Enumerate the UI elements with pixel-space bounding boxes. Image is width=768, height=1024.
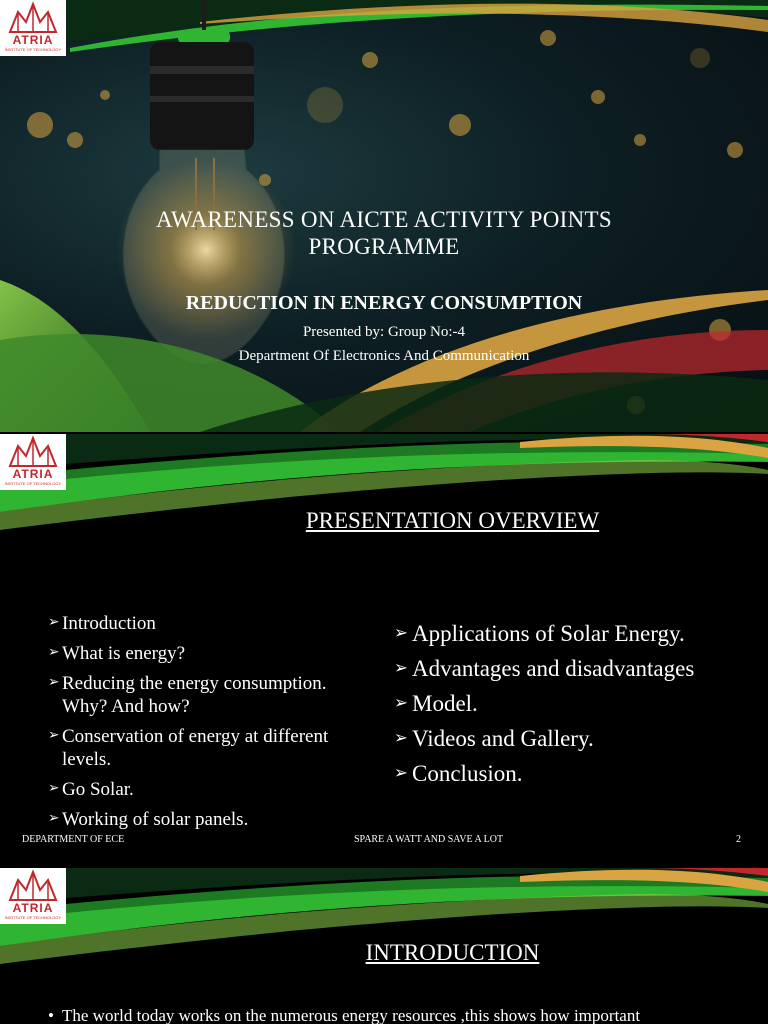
list-item: ➢ Applications of Solar Energy. — [394, 620, 754, 647]
presenter-line: Presented by: Group No:-4 — [302, 324, 466, 340]
logo-text: ATRIA — [12, 467, 54, 481]
list-item: ➢ Introduction — [48, 612, 370, 635]
logo-subtext: INSTITUTE OF TECHNOLOGY — [4, 47, 62, 52]
atria-logo — [0, 0, 66, 56]
introduction-heading: INTRODUCTION — [365, 940, 540, 965]
logo-subtext: INSTITUTE OF TECHNOLOGY — [4, 915, 62, 920]
overview-right-list — [394, 620, 754, 795]
logo-building-icon — [0, 868, 66, 902]
atria-logo — [0, 434, 66, 490]
footer-department: DEPARTMENT OF ECE — [22, 834, 125, 845]
overview-left-list — [48, 612, 370, 838]
list-item: ➢ Model. — [394, 690, 754, 717]
list-item: ➢ Reducing the energy consumption. Why? And how? — [48, 672, 370, 718]
logo-text: ATRIA — [12, 901, 54, 915]
logo-building-icon — [0, 434, 66, 468]
bulb-cap — [178, 30, 230, 44]
logo-building-icon — [0, 0, 66, 34]
list-item: ➢ Conservation of energy at different levels. — [48, 725, 370, 771]
title-slide[interactable] — [0, 0, 768, 432]
list-item: ➢ Working of solar panels. — [48, 808, 370, 831]
list-item: ➢ Videos and Gallery. — [394, 725, 754, 752]
logo-subtext: INSTITUTE OF TECHNOLOGY — [4, 481, 62, 486]
presentation-title: AWARENESS ON AICTE ACTIVITY POINTS PROGRAMME — [155, 207, 612, 259]
introduction-bullet — [48, 1006, 748, 1024]
department-line: Department Of Electronics And Communication — [238, 348, 530, 364]
list-item: ➢ Advantages and disadvantages — [394, 655, 754, 682]
presentation-subtitle: REDUCTION IN ENERGY CONSUMPTION — [185, 292, 583, 314]
introduction-slide[interactable] — [0, 868, 768, 1024]
logo-text: ATRIA — [12, 33, 54, 47]
overview-slide[interactable] — [0, 434, 768, 866]
footer-tagline: SPARE A WATT AND SAVE A LOT — [354, 834, 504, 845]
list-item: ➢ Conclusion. — [394, 760, 754, 787]
list-item: ➢ Go Solar. — [48, 778, 370, 801]
footer-page-number: 2 — [736, 834, 741, 845]
list-item: ➢ What is energy? — [48, 642, 370, 665]
bullet-icon: • — [48, 1006, 54, 1024]
introduction-text: The world today works on the numerous energy resources ,this shows how important — [62, 1006, 641, 1024]
overview-heading: PRESENTATION OVERVIEW — [305, 508, 600, 533]
atria-logo — [0, 868, 66, 924]
